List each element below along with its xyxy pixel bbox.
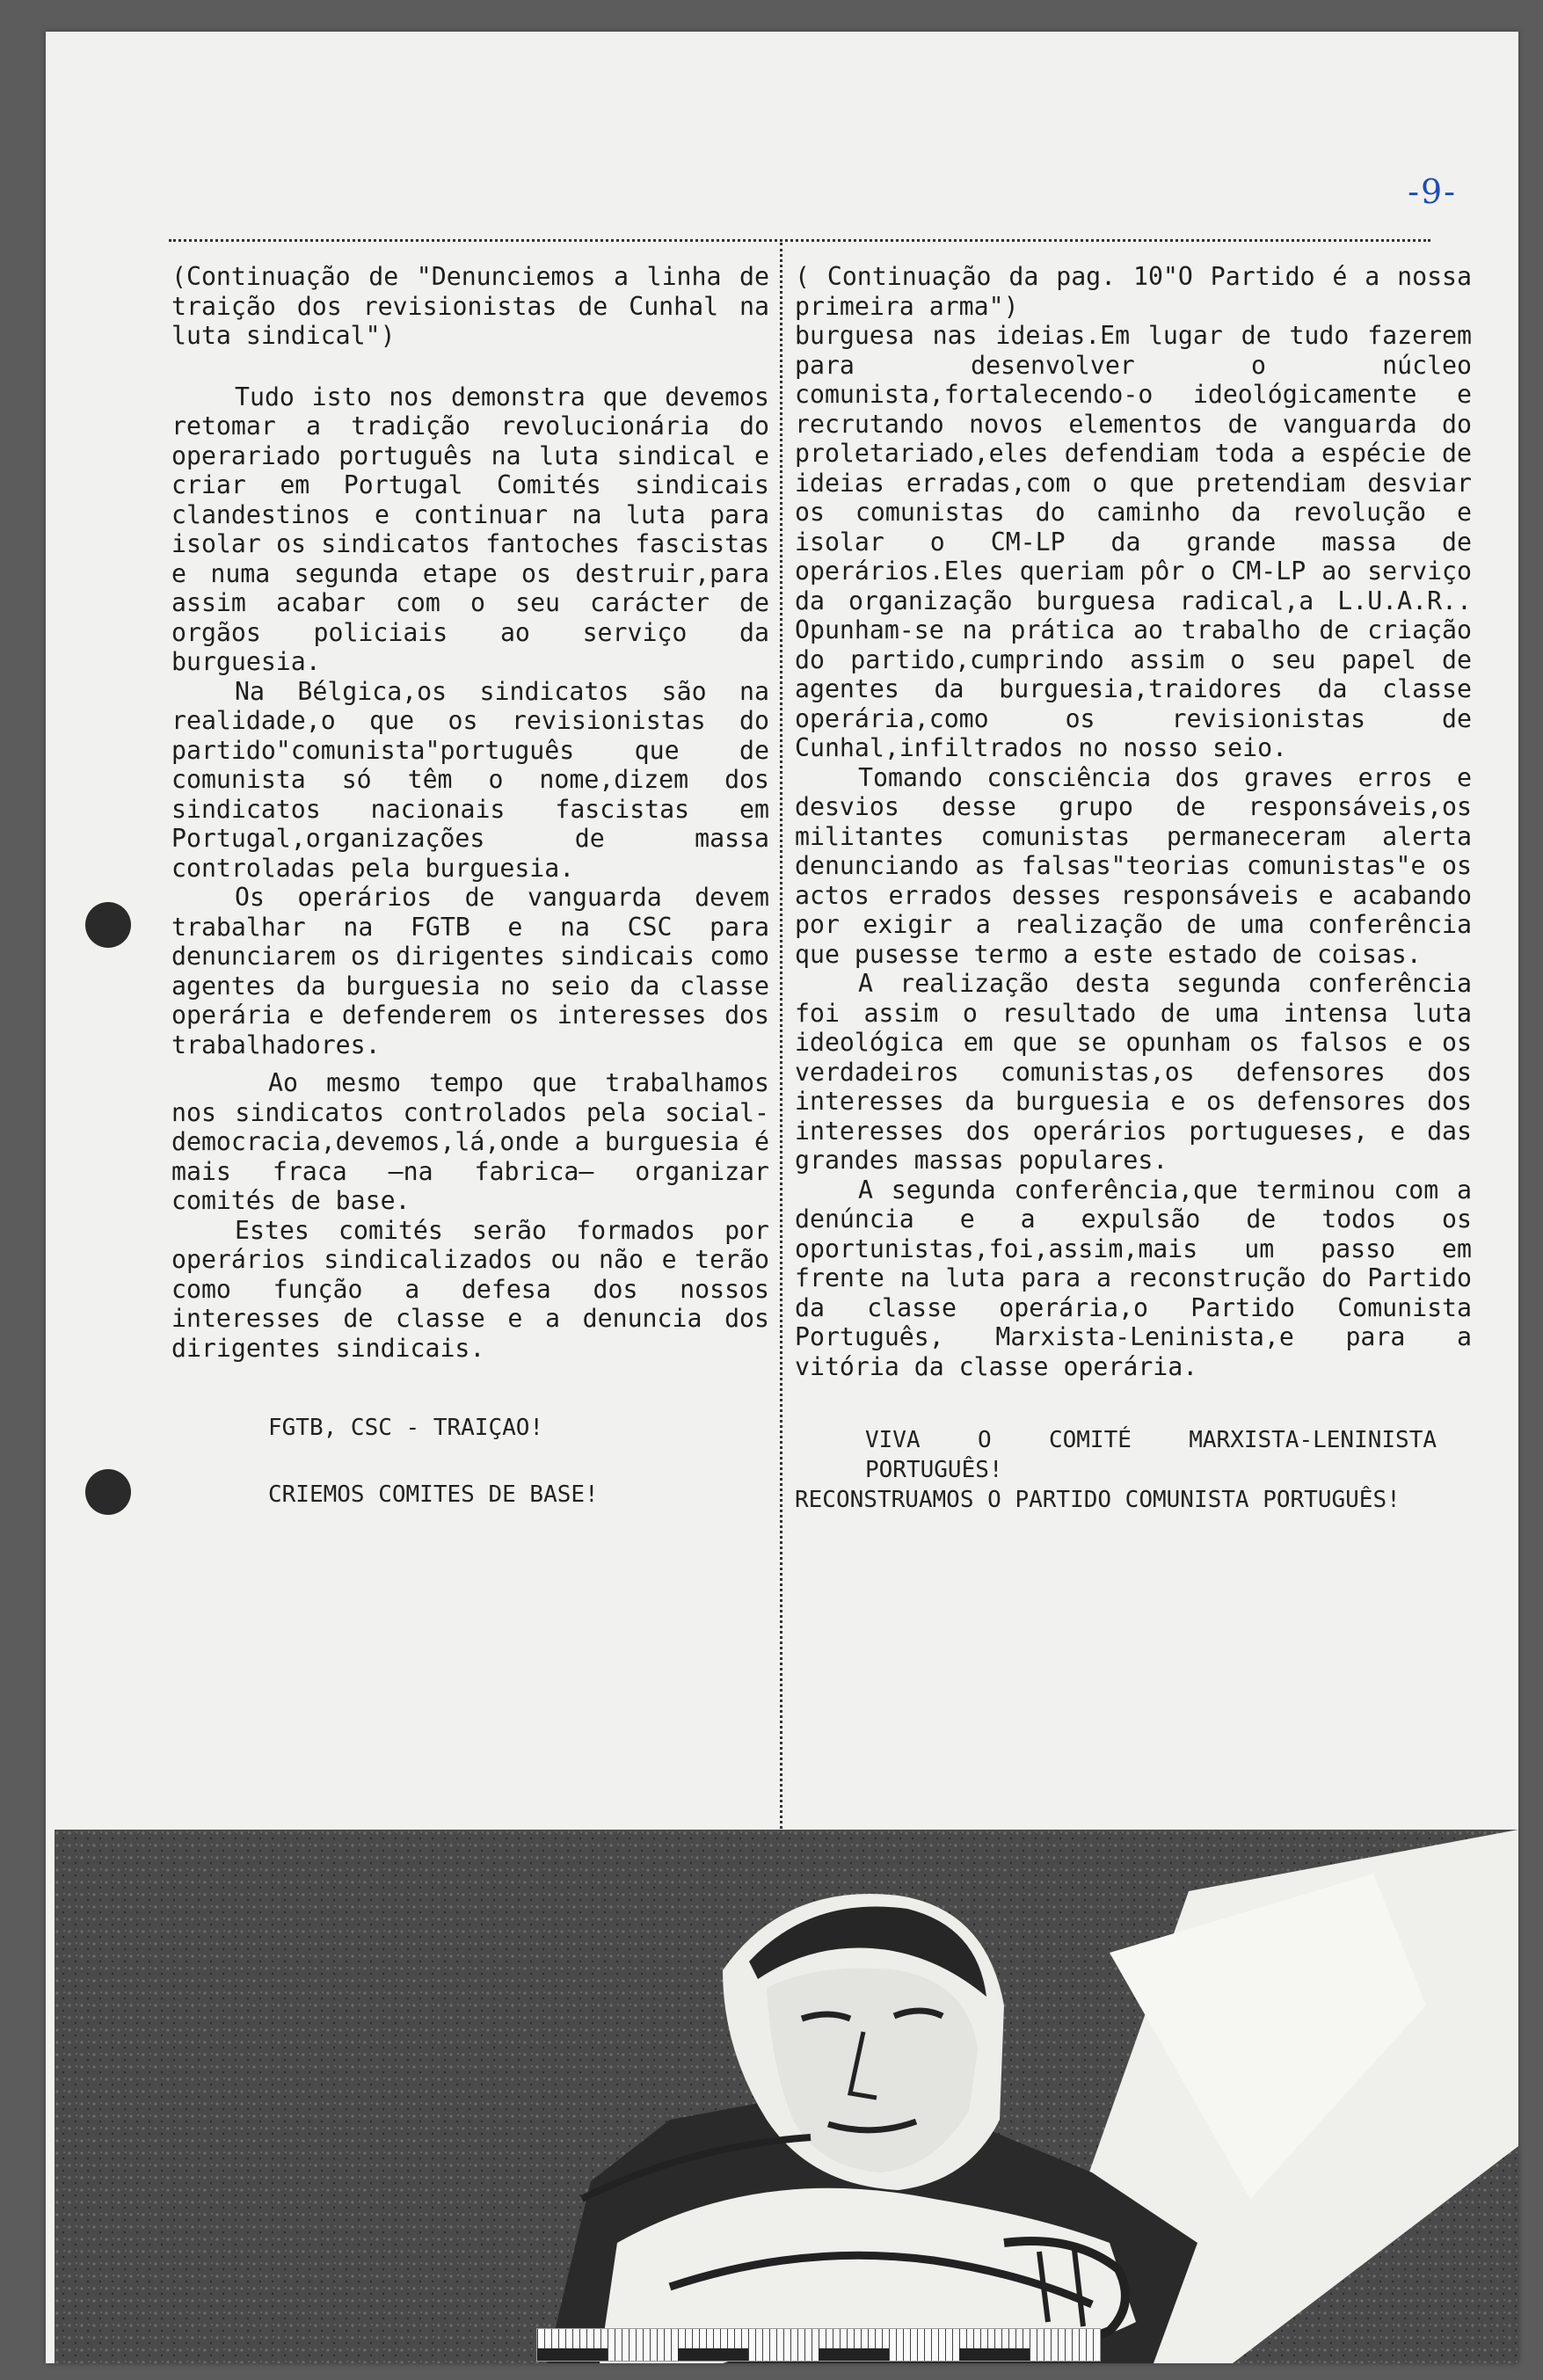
paragraph: Tudo isto nos demonstra que devemos retomar a tradição revolucionária do operariado português na luta sindical e criar em Portugal Comités sindicais clandestinos e continuar na luta para isolar os sindicatos fantoches fascistas e numa segunda etape os destruir,para assim acabar com o seu carácter de orgãos policiais ao serviço da burguesia. bbox=[171, 382, 769, 676]
ruler-block bbox=[959, 2348, 1030, 2361]
top-divider bbox=[169, 239, 1430, 242]
slogan: FGTB, CSC - TRAIÇAO! bbox=[268, 1415, 544, 1441]
paragraph: Tomando consciência dos graves erros e desvios desse grupo de responsáveis,os militantes comunistas permaneceram alerta denunciando as falsas"teorias comunistas"e os actos errados desses responsáveis e acabando por exigir a realização de uma conferência que pusesse termo a este estado de coisas. bbox=[795, 762, 1472, 969]
ruler-block bbox=[819, 2348, 889, 2361]
left-column bbox=[171, 262, 769, 1510]
paragraph: Os operários de vanguarda devem trabalhar na FGTB e na CSC para denunciarem os dirigentes sindicais como agentes da burguesia no seio da classe operária e defenderem os interesses dos trabalhadores. bbox=[171, 883, 769, 1059]
ruler-block bbox=[678, 2348, 748, 2361]
paragraph: burguesa nas ideias.Em lugar de tudo fazerem para desenvolver o núcleo comunista,fortalecendo-o ideológicamente e recrutando novos elementos de vanguarda do proletariado,eles defendiam toda a espécie de ideias erradas,com o que pretendiam desviar os comunistas do caminho da revolução e isolar o CM-LP da grande massa de operários.Eles queriam pôr o CM-LP ao serviço da organização burguesa radical,a L.U.A.R.. Opunham-se na prática ao trabalho de criação do partido,cumprindo assim o seu papel de agentes da burguesia,traidores da classe operária,como os revisionistas de Cunhal,infiltrados no nosso seio. bbox=[795, 321, 1472, 762]
slogan: CRIEMOS COMITES DE BASE! bbox=[268, 1481, 599, 1508]
ruler-block bbox=[537, 2348, 608, 2361]
column-divider bbox=[780, 243, 782, 1834]
paragraph: Ao mesmo tempo que trabalhamos nos sindicatos controlados pela social-democracia,devemos,lá,onde a burguesia é mais fraca —na fabrica— organizar comités de base. bbox=[171, 1068, 769, 1215]
paragraph: A realização desta segunda conferência foi assim o resultado de uma intensa luta ideológica em que se opunham os falsos e os verdadeiros comunistas,os defensores dos interesses da burguesia e os defensores dos interesses dos operários portugueses, e das grandes massas populares. bbox=[795, 969, 1472, 1175]
right-column bbox=[795, 262, 1472, 1515]
paragraph: A segunda conferência,que terminou com a denúncia e a expulsão de todos os oportunistas,foi,assim,mais um passo em frente na luta para a reconstrução do Partido da classe operária,o Partido Comunista Português, Marxista-Leninista,e para a vitória da classe operária. bbox=[795, 1175, 1472, 1381]
page-number: -9- bbox=[1408, 172, 1457, 211]
document-sheet bbox=[46, 32, 1518, 2363]
right-column-heading: ( Continuação da pag. 10"O Partido é a nossa primeira arma") bbox=[795, 262, 1472, 321]
paragraph: Na Bélgica,os sindicatos são na realidade,o que os revisionistas do partido"comunista"português que de comunista só têm o nome,dizem dos sindicatos nacionais fascistas em Portugal,organizações de massa controladas pela burguesia. bbox=[171, 676, 769, 883]
scale-ruler bbox=[536, 2328, 1101, 2362]
slogan: RECONSTRUAMOS O PARTIDO COMUNISTA PORTUGUÊS! bbox=[795, 1487, 1401, 1513]
left-column-heading: (Continuação de "Denunciemos a linha de traição dos revisionistas de Cunhal na luta sindical") bbox=[171, 262, 769, 350]
paragraph: Estes comités serão formados por operários sindicalizados ou não e terão como função a defesa dos nossos interesses de classe e a denuncia dos dirigentes sindicais. bbox=[171, 1215, 769, 1363]
punch-hole bbox=[85, 902, 131, 948]
woodcut-worker-illustration bbox=[55, 1830, 1518, 2363]
punch-hole bbox=[85, 1469, 131, 1515]
slogan: VIVA O COMITÉ MARXISTA-LENINISTA PORTUGUÊS! bbox=[865, 1427, 1437, 1483]
